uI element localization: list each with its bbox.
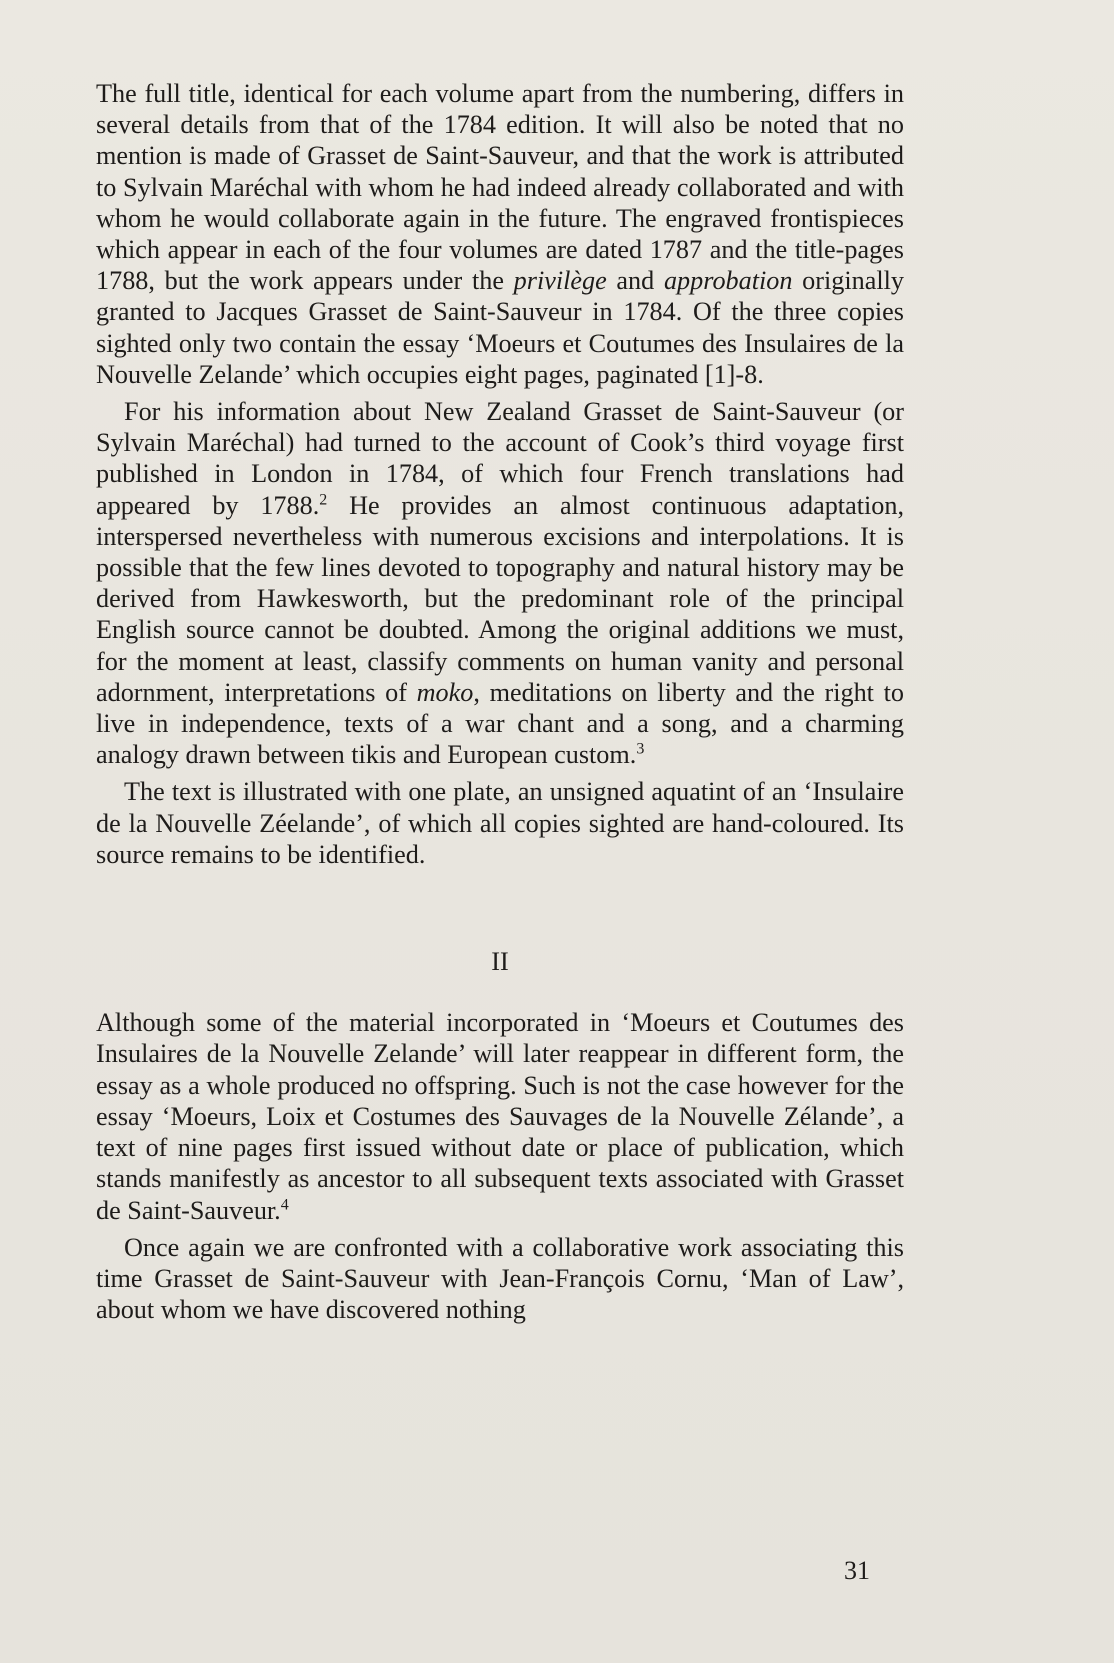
paragraph-2-text-a: For his information about New Zealand Grasset de Saint-Sauveur (or Sylvain Maréchal) had turned to the account of Cook’s third voyage first published in London in 1784, of which four French translations had appeared by 1788. — [96, 397, 904, 520]
paragraph-4 — [96, 1007, 904, 1225]
paragraph-2-italic-moko: moko — [416, 677, 474, 707]
paragraph-1-italic-approbation: approbation — [663, 266, 793, 296]
footnote-ref-4: 4 — [280, 1195, 289, 1213]
page-number: 31 — [844, 1556, 870, 1585]
footnote-ref-3: 3 — [636, 740, 645, 758]
paragraph-3-text: The text is illustrated with one plate, an unsigned aquatint of an ‘Insulaire de la Nouvelle Zéelande’, of which all copies sighted are hand-coloured. Its source remains to be identified. — [96, 777, 904, 869]
paragraph-1-text-a: The full title, identical for each volume apart from the numbering, differs in several details from that of the 1784 edition. It will also be noted that no mention is made of Grasset de Saint-Sauveur, and that the work is attributed to Sylvain Maréchal with whom he had indeed already collaborated and with whom he would collaborate again in the future. The engraved frontispieces which appear in each of the four volumes are dated 1787 and the title-pages 1788, but the work appears under the — [96, 79, 904, 296]
paragraph-2-text-b: He provides an almost continuous adaptation, interspersed nevertheless with numerous excisions and interpolations. It is possible that the few lines devoted to topography and natural history may be derived from Hawkesworth, but the predominant role of the principal English source cannot be doubted. Among the original additions we must, for the moment at least, classify comments on human vanity and personal adornment, interpretations of — [96, 490, 904, 707]
paragraph-1-text-b: and — [606, 266, 664, 296]
paragraph-3 — [96, 776, 904, 870]
paragraph-5 — [96, 1232, 904, 1326]
section-heading: II — [491, 947, 509, 977]
paragraph-4-text: Although some of the material incorporated in ‘Moeurs et Coutumes des Insulaires de la Nouvelle Zelande’ will later reappear in different form, the essay as a whole produced no offspring. Such is not the case however for the essay ‘Moeurs, Loix et Costumes des Sauvages de la Nouvelle Zélande’, a text of nine pages first issued without date or place of publication, which stands manifestly as ancestor to all subsequent texts associated with Grasset de Saint-Sauveur. — [96, 1008, 904, 1225]
footnote-ref-2: 2 — [319, 490, 328, 508]
paragraph-5-text: Once again we are confronted with a collaborative work associating this time Grasset de Saint-Sauveur with Jean-François Cornu, ‘Man of Law’, about whom we have discovered nothing — [96, 1232, 904, 1325]
paragraph-1-text-c: originally granted to Jacques Grasset de Saint-Sauveur in 1784. Of the three copies sighted only two contain the essay ‘Moeurs et Coutumes des Insulaires de la Nouvelle Zelande’ which occupies eight pages, paginated [1]-8. — [96, 266, 904, 389]
paragraph-1-italic-privilege: privilège — [513, 266, 607, 296]
body-text — [96, 78, 904, 1325]
paragraph-2 — [96, 396, 904, 770]
paragraph-1 — [96, 78, 904, 390]
paragraph-2-text-c: , meditations on liberty and the right to live in independence, texts of a war chant and a song, and a charming analogy drawn between tikis and European custom. — [96, 677, 904, 770]
